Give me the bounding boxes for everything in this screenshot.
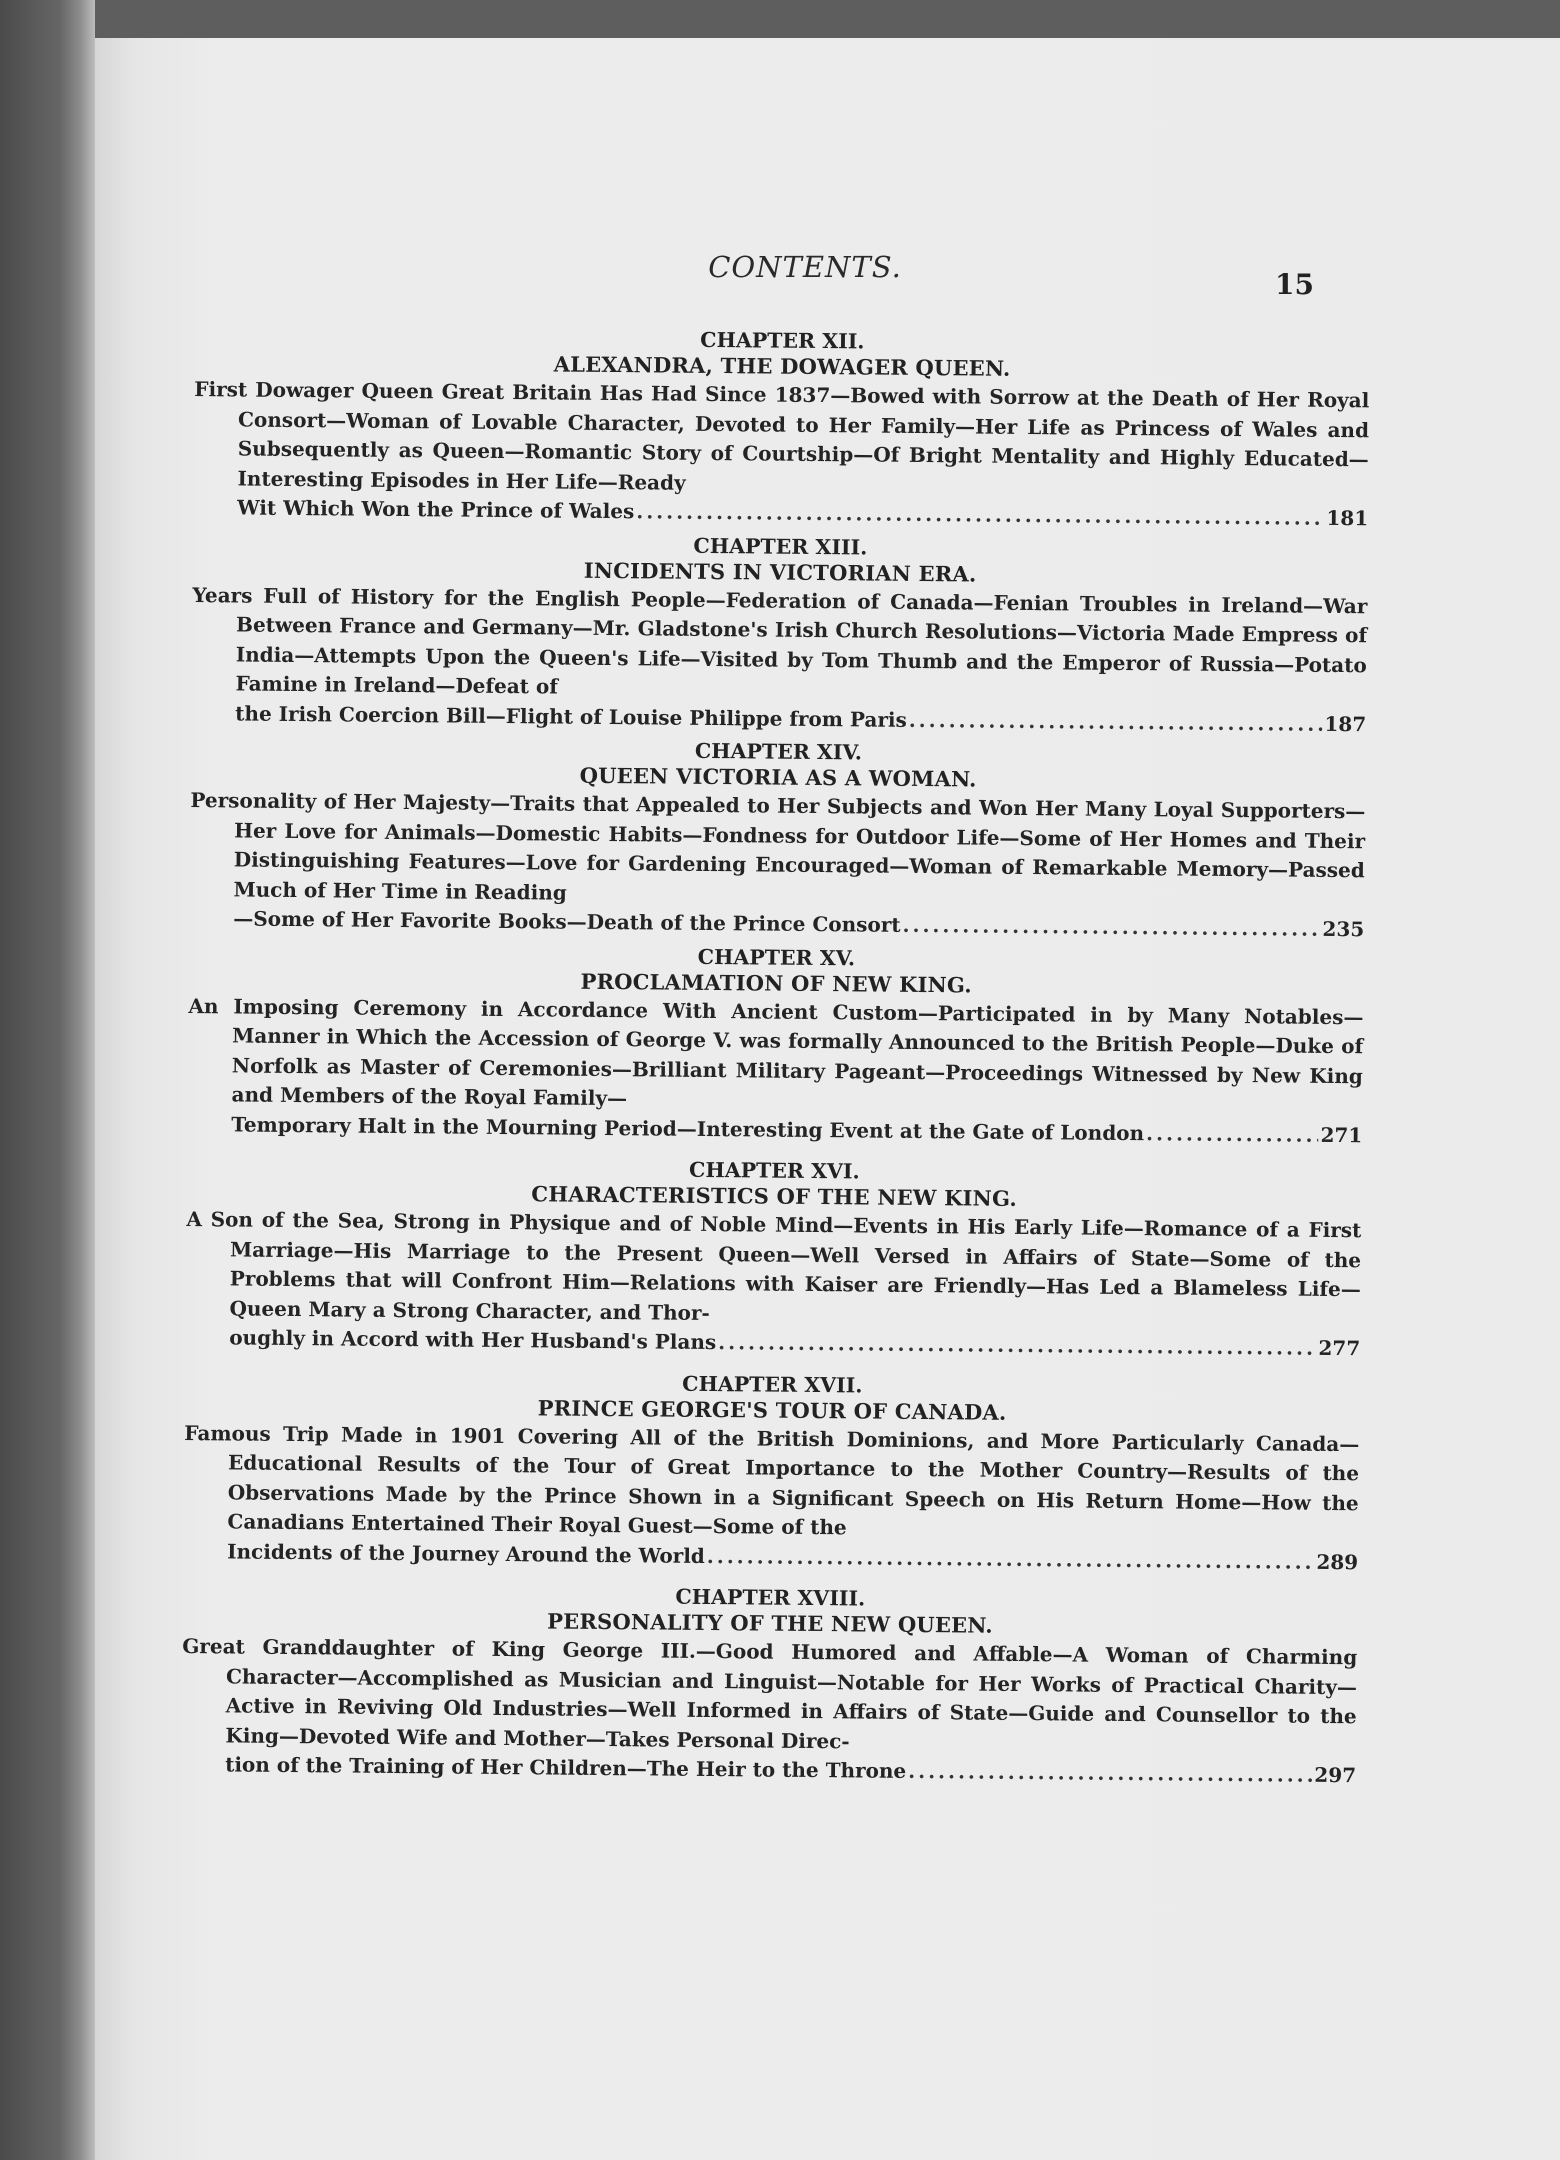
chapter-label: CHAPTER XIII.	[693, 533, 868, 559]
summary-text: An Imposing Ceremony in Accordance With Ancient Custom—Participated in by Many Notables—Manner in Which the Accession of George V. was formally Announced to the British People—Duke of Norfolk as Master of Ceremonies—Brilliant Military Pageant—Proceedings Witnessed by New King and Members of the Royal Family—	[188, 993, 1364, 1111]
summary-last-line	[237, 493, 1368, 533]
book-page	[95, 38, 1560, 2160]
summary-text: A Son of the Sea, Strong in Physique and of Noble Mind—Events in His Early Life—Romance of a First Marriage—His Marriage to the Present Queen—Well Versed in Affairs of State—Some of the Problems that will Confront Him—Relations with Kaiser are Friendly—Has Led a Blameless Life—Queen Mary a Strong Character, and Thor-	[186, 1206, 1362, 1325]
chapter-page-number: 277	[1318, 1335, 1361, 1361]
summary-last-line	[227, 1537, 1358, 1577]
page-number: 15	[1275, 268, 1314, 301]
summary-last-line	[231, 1110, 1362, 1150]
summary-text: Years Full of History for the English People—Federation of Canada—Fenian Troubles in Ireland—War Between France and Germany—Mr. Gladstone's Irish Church Resolutions—Victoria Made Empress of India—Attempts Upon the Queen's Life—Visited by Tom Thumb and the Emperor of Russia—Potato Famine in Ireland—Defeat of	[192, 582, 1368, 699]
chapter-page-number: 235	[1322, 916, 1365, 942]
chapter-entry	[183, 1366, 1360, 1577]
dot-leader	[908, 1757, 1312, 1790]
chapter-summary	[193, 375, 1369, 534]
contents-list	[181, 323, 1370, 1797]
chapter-page-number: 271	[1320, 1122, 1363, 1147]
summary-last-text: tion of the Training of Her Children—The Heir to the Throne	[225, 1752, 907, 1783]
book-spine-shadow	[0, 0, 95, 2160]
chapter-summary	[183, 1418, 1359, 1577]
dot-leader	[1146, 1119, 1319, 1150]
chapter-title: INCIDENTS IN VICTORIAN ERA.	[583, 557, 977, 587]
chapter-title: PROCLAMATION OF NEW KING.	[580, 968, 972, 997]
chapter-summary	[181, 1632, 1357, 1791]
chapter-label: CHAPTER XV.	[697, 944, 856, 970]
summary-text: Great Granddaughter of King George III.—Good Humored and Affable—A Woman of Charming Character—Accomplished as Musician and Linguist—Notable for Her Works of Practical Charity—Active in Reviving Old Industries—Well Informed in Affairs of State—Guide and Counsellor to the King—Devoted Wife and Mother—Takes Personal Direc-	[182, 1633, 1358, 1753]
chapter-title: ALEXANDRA, THE DOWAGER QUEEN.	[553, 351, 1011, 381]
chapter-entry	[187, 939, 1364, 1150]
chapter-entry	[193, 323, 1370, 534]
scan-border-top	[0, 0, 1560, 38]
chapter-page-number: 181	[1326, 505, 1369, 531]
chapter-label: CHAPTER XIV.	[694, 738, 863, 765]
dot-leader	[718, 1328, 1317, 1363]
chapter-summary	[185, 1205, 1361, 1364]
summary-last-text: Incidents of the Journey Around the World	[227, 1538, 705, 1568]
chapter-entry	[185, 1153, 1362, 1364]
summary-last-text: Wit Which Won the Prince of Wales	[237, 495, 635, 524]
chapter-title: CHARACTERISTICS OF THE NEW KING.	[531, 1181, 1018, 1211]
summary-last-line	[229, 1323, 1360, 1363]
dot-leader	[909, 705, 1323, 738]
summary-text: Famous Trip Made in 1901 Covering All of the British Dominions, and More Particularly Canada—Educational Results of the Tour of Great Importance to the Mother Country—Results of the Observations Made by the Prince Shown in a Significant Speech on His Return Home—How the Canadians Entertained Their Royal Guest—Some of the	[184, 1420, 1360, 1540]
chapter-page-number: 289	[1316, 1549, 1359, 1574]
dot-leader	[636, 497, 1324, 533]
page-header	[95, 250, 1560, 320]
chapter-title: PRINCE GEORGE'S TOUR OF CANADA.	[537, 1394, 1007, 1425]
running-title: CONTENTS.	[708, 250, 902, 284]
chapter-entry	[191, 528, 1368, 739]
chapter-entry	[181, 1580, 1358, 1791]
chapter-summary	[191, 580, 1367, 739]
chapter-title: PERSONALITY OF THE NEW QUEEN.	[547, 1608, 994, 1638]
chapter-label: CHAPTER XVII.	[682, 1371, 863, 1397]
chapter-entry	[189, 734, 1366, 945]
summary-last-text: Temporary Halt in the Mourning Period—Interesting Event at the Gate of London	[231, 1111, 1145, 1145]
summary-last-text: the Irish Coercion Bill—Flight of Louise Philippe from Paris	[235, 700, 907, 732]
summary-text: Personality of Her Majesty—Traits that Appealed to Her Subjects and Won Her Many Loyal Supporters—Her Love for Animals—Domestic Habits—Fondness for Outdoor Life—Some of Her Homes and Their Distinguishing Features—Love for Gardening Encouraged—Woman of Remarkable Memory—Passed Much of Her Time in Reading	[190, 787, 1366, 905]
chapter-label: CHAPTER XII.	[700, 327, 865, 354]
dot-leader	[902, 911, 1320, 945]
chapter-page-number: 187	[1324, 711, 1367, 736]
chapter-label: CHAPTER XVIII.	[675, 1584, 866, 1611]
chapter-title: QUEEN VICTORIA AS A WOMAN.	[579, 762, 977, 792]
summary-last-line	[235, 699, 1366, 739]
summary-last-line	[225, 1750, 1356, 1790]
chapter-summary	[189, 786, 1365, 945]
dot-leader	[707, 1541, 1315, 1576]
summary-last-text: —Some of Her Favorite Books—Death of the Prince Consort	[233, 906, 901, 937]
chapter-summary	[187, 991, 1363, 1150]
summary-last-text: oughly in Accord with Her Husband's Plans	[229, 1325, 717, 1355]
summary-last-line	[233, 904, 1364, 944]
chapter-label: CHAPTER XVI.	[688, 1157, 860, 1184]
summary-text: First Dowager Queen Great Britain Has Had Since 1837—Bowed with Sorrow at the Death of Her Royal Consort—Woman of Lovable Character, Devoted to Her Family—Her Life as Princess of Wales and Subsequently as Queen—Romantic Story of Courtship—Of Bright Mentality and Highly Educated—Interesting Episodes in Her Life—Ready	[194, 376, 1370, 495]
chapter-page-number: 297	[1314, 1762, 1357, 1788]
